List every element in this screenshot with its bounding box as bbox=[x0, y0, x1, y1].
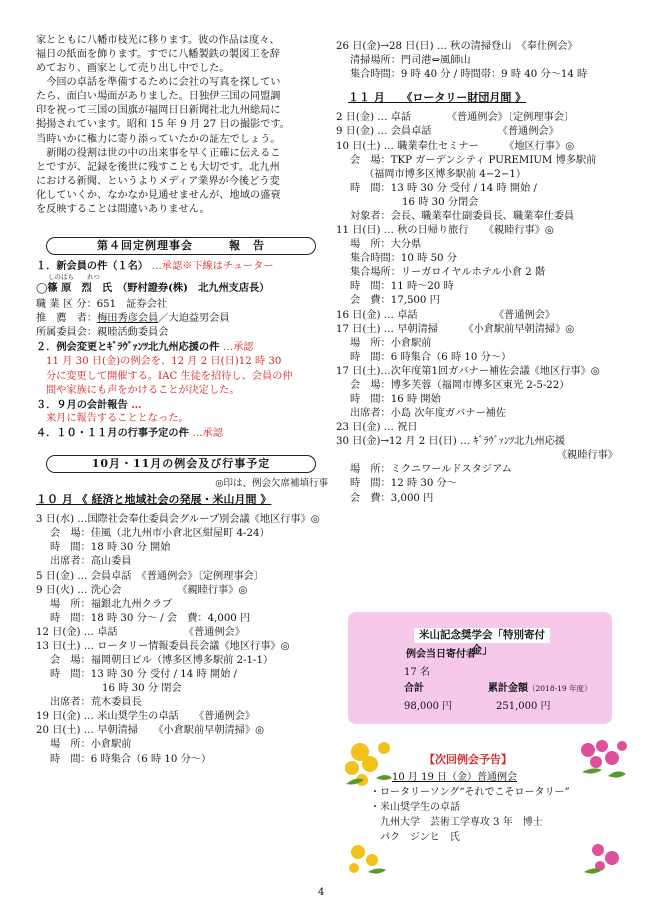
item4-note: …承認 bbox=[192, 427, 223, 439]
event-line: 時 間：13 時 30 分 受付 / 14 時 開始 / bbox=[350, 182, 537, 194]
event-line: 会 場：福岡朝日ビル（博多区博多駅前 2-1-1） bbox=[50, 655, 274, 667]
event-line: 場 所：小倉駅前 bbox=[350, 337, 432, 349]
schedule-note: ◎印は、例会欠席補填行事 bbox=[215, 477, 328, 489]
late-october-events bbox=[336, 40, 626, 82]
event-line: 出席者：小島 次年度ガバナー補佐 bbox=[350, 408, 507, 420]
committee-line: 所属委員会：親睦活動委員会 bbox=[36, 327, 169, 339]
november-title: １１ 月 《ロータリー財団月間 》 bbox=[348, 91, 527, 105]
event-line: 場 所：福銀北九州クラブ bbox=[50, 598, 173, 610]
event-line: 会 費：17,500 円 bbox=[350, 295, 440, 307]
recommender-underlined: 梅田秀彦会員 bbox=[97, 313, 159, 325]
next-meeting-item: ・ロータリーソング“それでこそロータリー” bbox=[370, 787, 570, 798]
next-meeting-item: ・米山奨学生の卓話 bbox=[370, 802, 460, 813]
event-line: 時 間：11 時～20 時 bbox=[350, 281, 454, 293]
event-line: 時 間：18 時 30 分～ / 会 費：4,000 円 bbox=[50, 612, 251, 624]
event-line: 時 間：6 時集合（6 時 10 分～） bbox=[50, 753, 212, 765]
next-meeting-item: パク ジンヒ 氏 bbox=[370, 832, 460, 843]
left-column bbox=[36, 34, 328, 767]
event-line: 3 日(水) …国際社会奉仕委員会グループ別会議《地区行事》◎ bbox=[36, 514, 320, 526]
intro-line: を反映することは間違いありません。 bbox=[36, 203, 210, 215]
item3-note: … bbox=[131, 398, 142, 411]
event-line: 17 日(土) … 早朝清掃 《小倉駅前早朝清掃》◎ bbox=[336, 323, 575, 335]
donation-total-label: 合計 bbox=[404, 683, 424, 694]
event-line: 17 日(土)…次年度第1回ガバナー補佐会議《地区行事》◎ bbox=[336, 365, 600, 377]
item2-note: …承認 bbox=[222, 342, 254, 354]
intro-line: とですが、記録を後世に残すことも大切です。北九州 bbox=[36, 161, 280, 173]
item2-detail: 分に変更して開催する。IAC 生徒を招待し、会員の仲 bbox=[46, 370, 293, 382]
intro-line: めており、画家として売り出し中でした。 bbox=[36, 63, 230, 75]
event-line: 《親睦行事》 bbox=[556, 450, 618, 462]
member-line: ◯篠 原 烈 氏 （野村證券(株) 北九州支店長） bbox=[36, 282, 270, 295]
item3-label: ３．９月の会計報告 bbox=[36, 398, 128, 411]
next-meeting-title: 【次回例会予告】 bbox=[424, 753, 512, 766]
item2-detail: 11 月 30 日(金)の例会を、12 月 2 日(日)12 時 30 bbox=[46, 356, 282, 368]
october-title: １０ 月 《 経済と地域社会の発展・米山月間 》 bbox=[36, 493, 272, 507]
next-meeting-body bbox=[370, 770, 630, 845]
event-line: 集合場所：リーガロイヤルホテル小倉 2 階 bbox=[350, 267, 546, 279]
item2-label: ２．例会変更とｷﾞﾗｳﾞｧﾝﾂ北九州応援の件 bbox=[36, 341, 220, 354]
event-line: 集合時間：9 時 40 分 / 時間帯：9 時 40 分～14 時 bbox=[350, 69, 588, 81]
event-line: 出席者：荒木委員長 bbox=[50, 697, 142, 709]
item1 bbox=[36, 259, 328, 274]
intro-line: 当時いかに権力に寄り添っていたかの証左でしょう。 bbox=[36, 133, 281, 145]
intro-line: 福日の紙面を飾ります。すでに八幡製鉄の製図工を辞 bbox=[36, 49, 280, 61]
intro-line: 掲揚されています。昭和 15 年 9 月 27 日の撮影です。 bbox=[36, 119, 290, 131]
intro-line: 家とともに八幡市枝光に移ります。彼の作品は度々、 bbox=[36, 35, 280, 46]
schedule-header: 10月・11月の例会及び行事予定 bbox=[46, 455, 316, 473]
intro-text bbox=[36, 34, 328, 217]
october-events bbox=[36, 513, 328, 766]
event-line: 16 日(金) … 卓話 《普通例会》 bbox=[336, 309, 556, 321]
november-events bbox=[336, 111, 626, 505]
recommender-label: 推 薦 者： bbox=[36, 313, 98, 325]
donation-cum-value: 251,000 円 bbox=[496, 701, 551, 712]
intro-line: 化していくか、なかなか見通せませんが、地域の盛衰 bbox=[36, 189, 281, 201]
event-line: 10 日(土) … 職業奉仕セミナー 《地区行事》◎ bbox=[336, 140, 575, 152]
donation-title: 米山記念奨学会「特別寄付金」 bbox=[414, 628, 550, 643]
event-line: 時 間：6 時集合（6 時 10 分～） bbox=[350, 351, 512, 363]
intro-line: 新聞の役割は世の中の出来事を早く正確に伝えるこ bbox=[46, 147, 281, 159]
event-line: 時 間：18 時 30 分 開始 bbox=[50, 542, 171, 554]
item3-detail: 来月に報告することとなった。 bbox=[46, 412, 189, 424]
member-ruby: しのはら れつ bbox=[48, 273, 100, 282]
event-line: 場 所：大分県 bbox=[350, 239, 422, 251]
intro-line: 印を祝って三国の国旗が福岡日日新聞社北九州総局に bbox=[36, 105, 281, 117]
event-line: 2 日(金) … 卓話 《普通例会》〔定例理事会〕 bbox=[336, 112, 575, 124]
event-line: 時 間：12 時 30 分～ bbox=[350, 478, 457, 490]
event-line: 13 日(土) … ロータリー情報委員長会議《地区行事》◎ bbox=[36, 640, 290, 652]
event-line: 会 場：博多芙蓉（福岡市博多区東光 2-5-22） bbox=[350, 379, 570, 391]
event-line: 9 日(金) … 会員卓話 《普通例会》 bbox=[336, 126, 559, 138]
event-line: 会 費：3,000 円 bbox=[350, 492, 434, 504]
event-line: 16 時 30 分 閉会 bbox=[102, 683, 182, 695]
event-line: 16 時 30 分閉会 bbox=[402, 196, 479, 208]
intro-line: たら、面白い場面がありました。日独伊三国の同盟調 bbox=[36, 91, 281, 103]
event-line: 場 所：小倉駅前 bbox=[50, 739, 132, 751]
event-line: 5 日(金) … 会員卓話 《普通例会》〔定例理事会〕 bbox=[36, 570, 264, 582]
event-line: 場 所：ミクニワールドスタジアム bbox=[350, 464, 512, 476]
donation-cum-label-text: 累計金額 bbox=[488, 683, 528, 694]
intro-line: における新聞、というよりメディア業界が今後どう変 bbox=[36, 175, 280, 187]
member-class: 職 業 区 分：651 証券会社 bbox=[36, 299, 168, 311]
donation-cum-period: （2018-19 年度） bbox=[528, 684, 592, 693]
meeting-report-header: 第４回定例理事会 報 告 bbox=[46, 237, 316, 255]
donation-total-value: 98,000 円 bbox=[404, 701, 453, 712]
event-line: 26 日(金)→28 日(日) … 秋の清掃登山 《奉仕例会》 bbox=[336, 41, 578, 52]
donation-subtitle: 例会当日寄付者 bbox=[406, 649, 476, 660]
event-line: 9 日(火) … 洗心会 《親睦行事》◎ bbox=[36, 584, 248, 596]
item2-detail: 間や家族にも声をかけることが決定した。 bbox=[46, 384, 240, 396]
item1-note: …承認※下線はチューター bbox=[151, 261, 274, 273]
event-line: 清掃場所：門司港⇔風師山 bbox=[350, 55, 471, 67]
event-line: 時 間：13 時 30 分 受付 / 14 時 開始 / bbox=[50, 669, 237, 681]
event-line: 12 日(金) … 卓話 《普通例会》 bbox=[36, 626, 245, 638]
page-number: 4 bbox=[318, 887, 325, 898]
item4 bbox=[36, 426, 328, 441]
event-line: 出席者：高山委員 bbox=[50, 556, 132, 568]
event-line: 11 日(日) … 秋の日帰り旅行 《親睦行事》◎ bbox=[336, 225, 554, 237]
event-line: 30 日(金)→12 月 2 日(日) … ｷﾞﾗｳﾞｧﾝﾂ北九州応援 bbox=[336, 436, 566, 448]
donation-count: 17 名 bbox=[404, 667, 430, 678]
event-line: 23 日(金) … 祝日 bbox=[336, 422, 418, 434]
event-line: 19 日(金) … 米山奨学生の卓話 《普通例会》 bbox=[36, 711, 256, 723]
event-line: 会 場：佳風（北九州市小倉北区紺屋町 4-24） bbox=[50, 528, 270, 540]
event-line: （福岡市博多区博多駅前 4−2−1） bbox=[364, 168, 527, 180]
recommender-rest: ／大迫益男会員 bbox=[158, 313, 230, 325]
donation-box bbox=[348, 612, 612, 724]
item4-label: ４．１０・１１月の行事予定の件 bbox=[36, 426, 189, 439]
event-line: 時 間：16 時 開始 bbox=[350, 393, 441, 405]
right-column bbox=[336, 40, 626, 506]
item2 bbox=[36, 340, 328, 355]
donation-cum-label bbox=[488, 682, 592, 696]
event-line: 20 日(土) … 早朝清掃 《小倉駅前早朝清掃》◎ bbox=[36, 725, 264, 737]
recommender-line bbox=[36, 312, 328, 326]
item3 bbox=[36, 398, 328, 412]
event-line: 対象者：会長、職業奉仕副委員長、職業奉仕委員 bbox=[350, 210, 575, 222]
next-meeting-item: 九州大学 芸術工学専攻 3 年 博士 bbox=[370, 817, 543, 828]
event-line: 集合時間：10 時 50 分 bbox=[350, 253, 457, 265]
intro-line: 今回の卓話を準備するために会社の写真を探してい bbox=[46, 77, 281, 89]
item1-label: １．新会員の件（１名） bbox=[36, 260, 149, 273]
event-line: 会 場：TKP ガーデンシティ PUREMIUM 博多駅前 bbox=[350, 154, 597, 166]
next-meeting-date: 10 月 19 日（金）普通例会 bbox=[392, 772, 517, 783]
